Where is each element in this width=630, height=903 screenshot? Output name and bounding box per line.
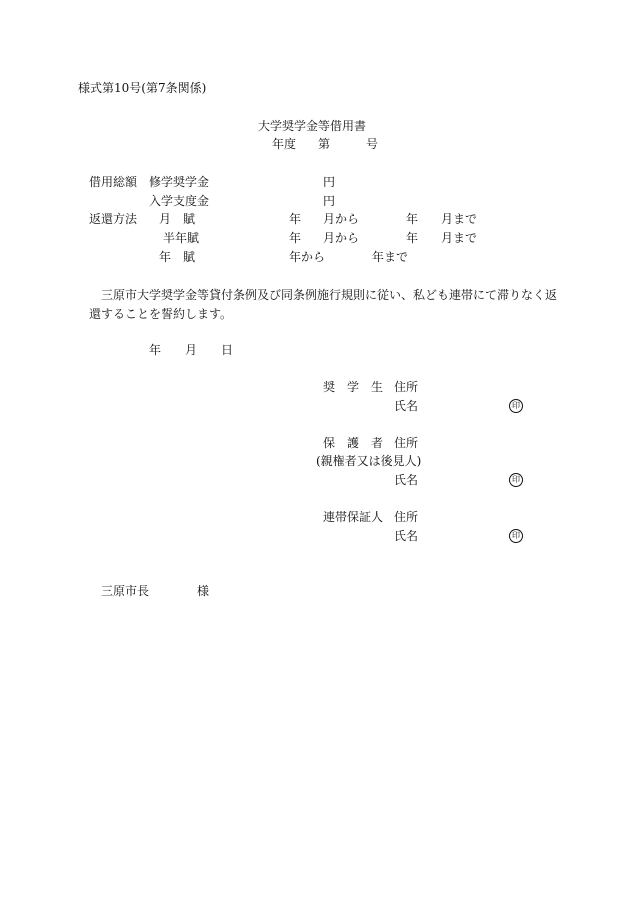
guardian-address-label: 住所 <box>394 436 419 450</box>
seal-icon: 印 <box>509 399 523 413</box>
guarantor-role: 連帯保証人 <box>323 510 384 524</box>
repayment-to-month: 月まで <box>441 231 478 245</box>
seal-icon: 印 <box>509 473 523 487</box>
pledge-line: 三原市大学奨学金等貸付条例及び同条例施行規則に従い、私ども連帯にて滞りなく返 <box>101 288 558 302</box>
amount-row-unit: 円 <box>323 175 336 189</box>
repayment-row-name: 半年賦 <box>163 231 200 245</box>
amount-row-unit: 円 <box>323 194 336 208</box>
guarantor-name-label: 氏名 <box>394 529 419 543</box>
document-title: 大学奨学金等借用書 <box>258 119 367 133</box>
form-label: 様式第10号(第7条関係) <box>78 81 207 95</box>
date-day: 日 <box>221 343 234 357</box>
amounts-label: 借用総額 <box>89 175 138 189</box>
student-address-label: 住所 <box>394 380 419 394</box>
guarantor-address-label: 住所 <box>394 510 419 524</box>
student-role: 奨 学 生 <box>323 380 384 394</box>
repayment-label: 返還方法 <box>89 212 138 226</box>
repayment-from-year: 年 <box>289 212 302 226</box>
repayment-row-name: 月 賦 <box>159 212 196 226</box>
number-year: 年度 <box>272 137 297 151</box>
pledge-line: 還することを誓約します。 <box>89 307 233 321</box>
seal-icon: 印 <box>509 529 523 543</box>
guardian-role: 保 護 者 <box>323 436 384 450</box>
repayment-to: 年まで <box>372 250 409 264</box>
number-dai: 第 <box>318 137 331 151</box>
repayment-to-year: 年 <box>406 212 419 226</box>
repayment-row-name: 年 賦 <box>159 250 196 264</box>
repayment-to-month: 月まで <box>441 212 478 226</box>
repayment-from-year: 年 <box>289 231 302 245</box>
student-name-label: 氏名 <box>394 399 419 413</box>
addressee-honorific: 様 <box>197 584 210 598</box>
guardian-note: (親権者又は後見人) <box>316 454 422 468</box>
repayment-from-month: 月から <box>323 231 360 245</box>
amount-row-name: 入学支度金 <box>149 194 210 208</box>
amount-row-name: 修学奨学金 <box>149 175 210 189</box>
date-month: 月 <box>185 343 198 357</box>
number-go: 号 <box>366 137 379 151</box>
date-year: 年 <box>149 343 162 357</box>
repayment-from: 年から <box>289 250 326 264</box>
repayment-to-year: 年 <box>406 231 419 245</box>
repayment-from-month: 月から <box>323 212 360 226</box>
addressee-name: 三原市長 <box>101 584 150 598</box>
guardian-name-label: 氏名 <box>394 473 419 487</box>
